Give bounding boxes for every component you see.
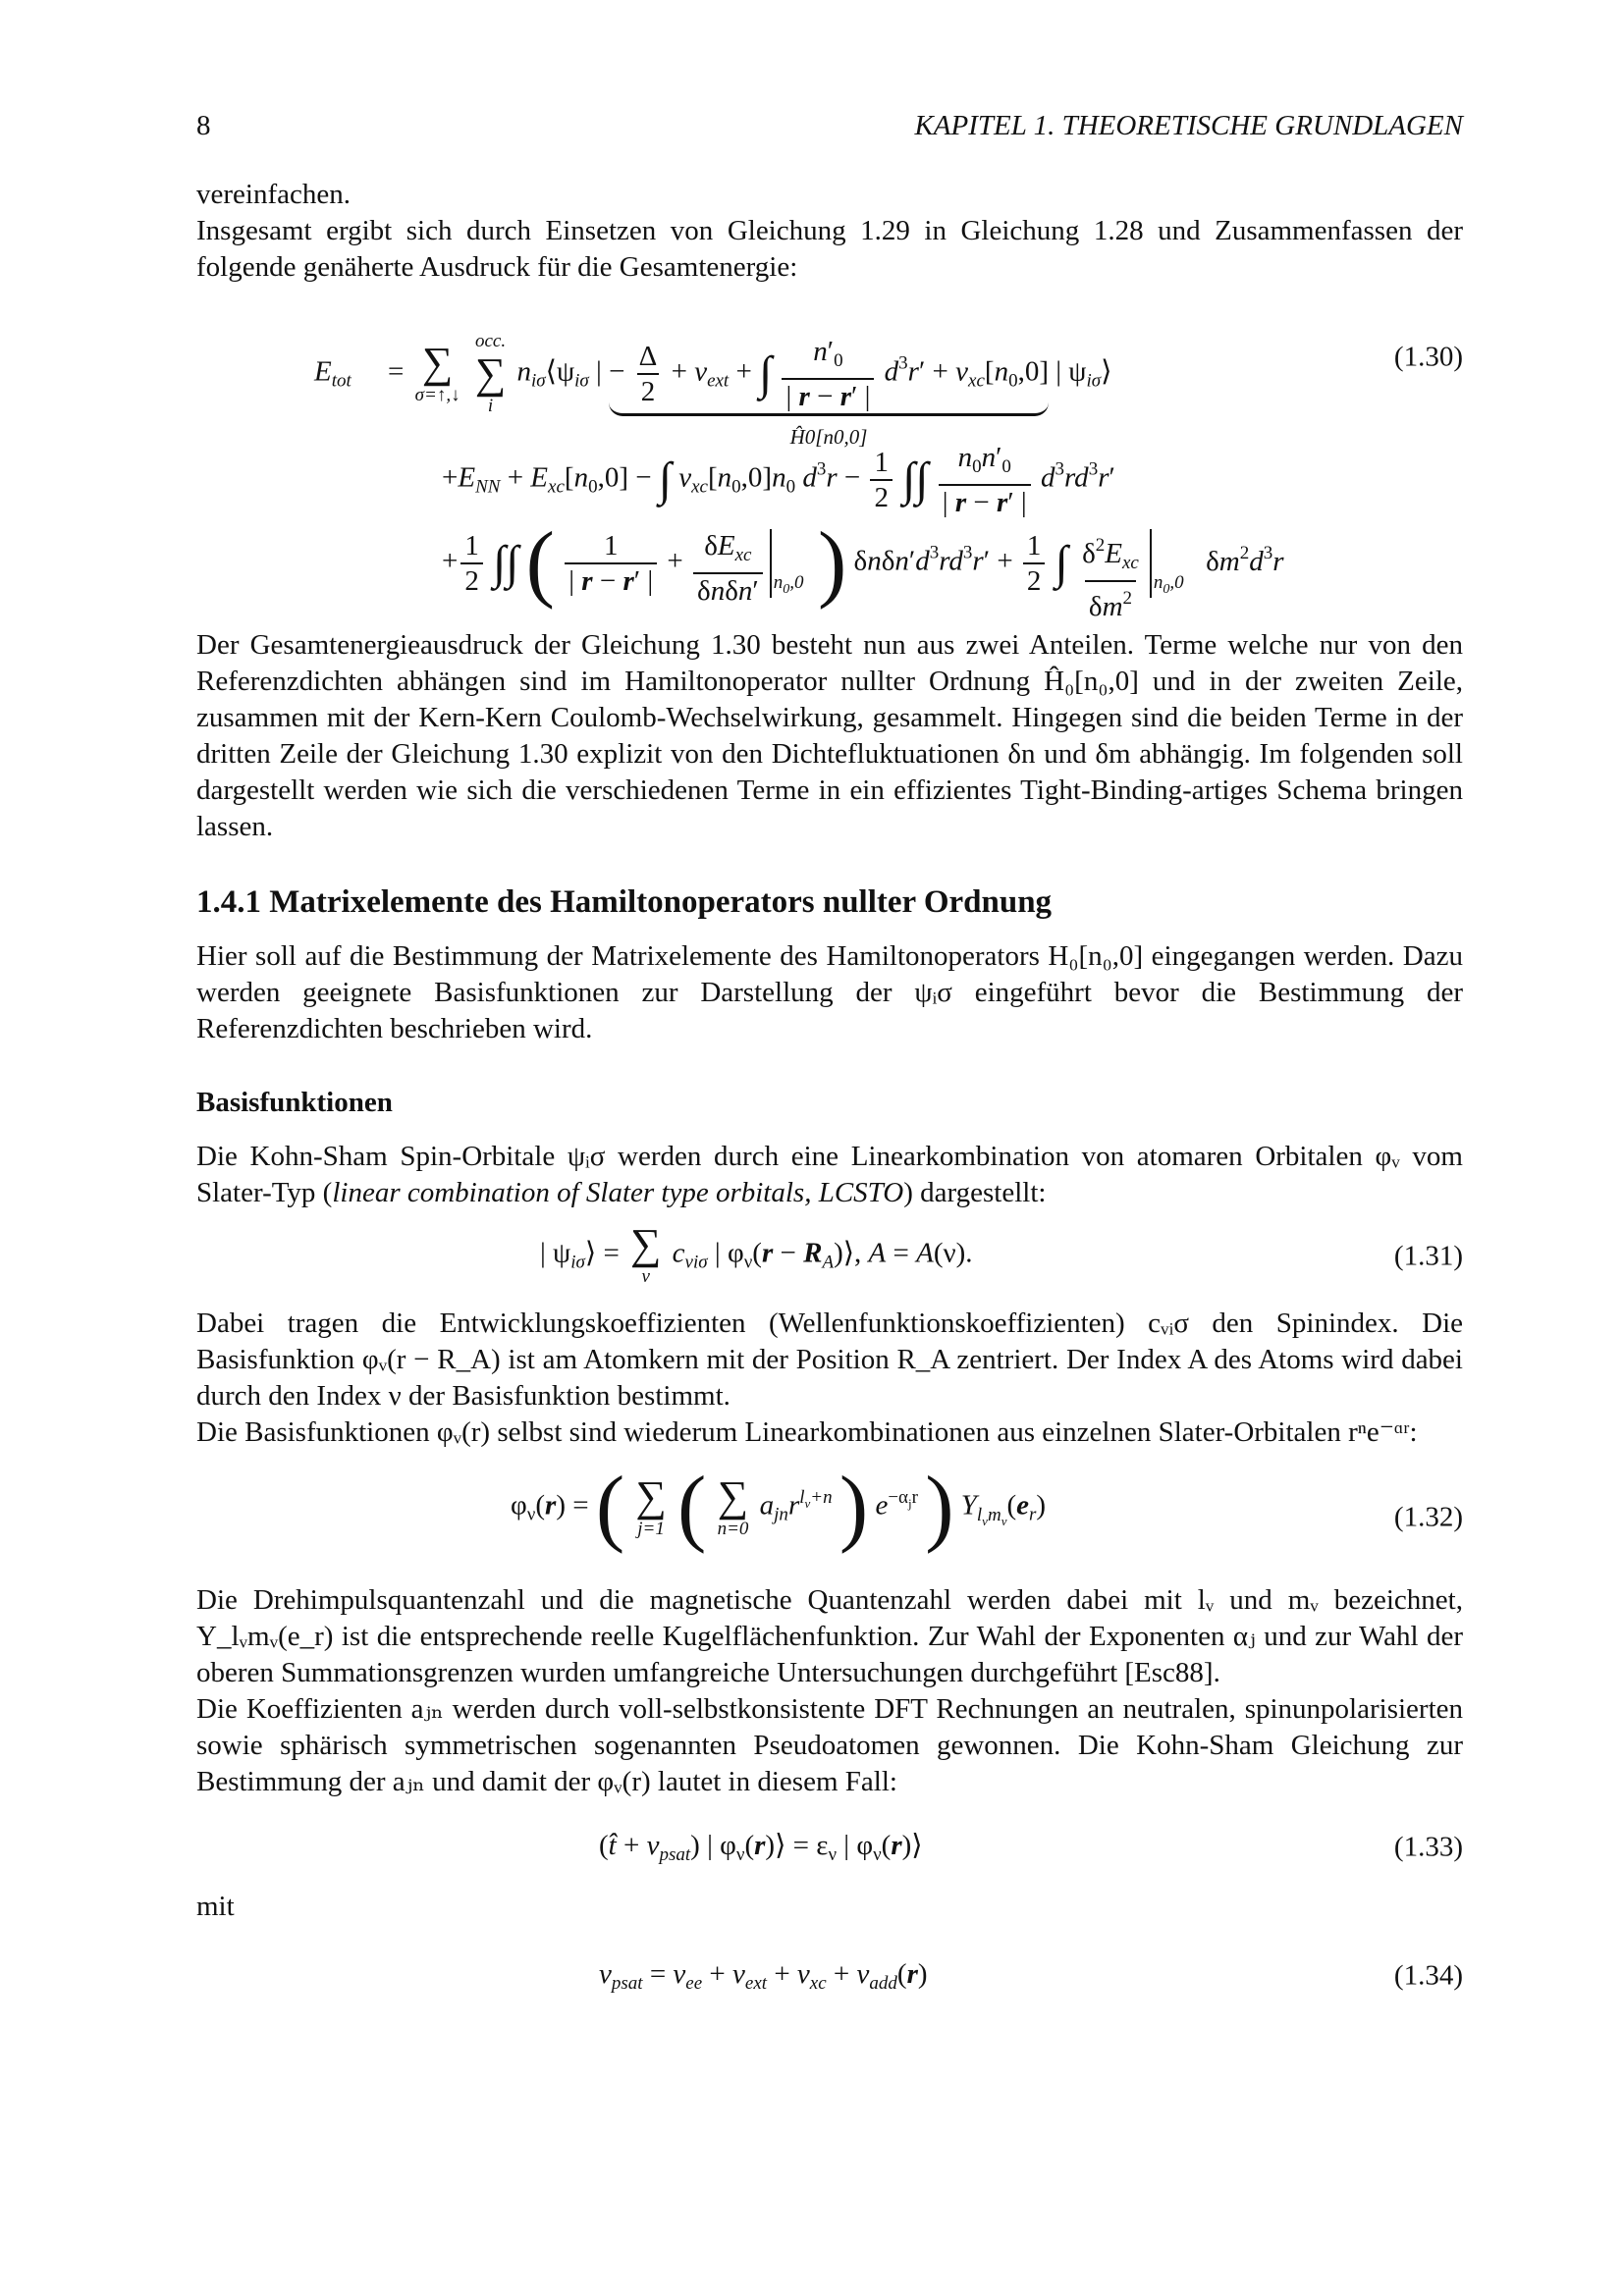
page bbox=[196, 108, 1463, 2013]
equation-number: (1.33) bbox=[1393, 1831, 1463, 1863]
page-number: 8 bbox=[196, 110, 211, 141]
chapter-title: KAPITEL 1. THEORETISCHE GRUNDLAGEN bbox=[914, 110, 1463, 141]
paragraph: Der Gesamtenergieausdruck der Gleichung 1.30 besteht nun aus zwei Anteilen. Terme welche nur von den Referenzdichten abhängen sind im Hamiltonoperator nullter Ordnung Ĥ₀[n₀,0] und in der zweiten Zeile, zusammen mit der Kern-Kern Coulomb-Wechselwirkung, gesammelt. Hingegen sind die beiden Terme in der dritten Zeile der Gleichung 1.30 explizit von den Dichtefluktuationen δn und δm abhängig. Im folgenden soll dargestellt werden wie sich die verschiedenen Terme in ein effizientes Tight-Binding-artiges Schema bringen lassen. bbox=[196, 629, 1463, 842]
paragraph: Dabei tragen die Entwicklungskoeffizienten (Wellenfunktionskoeffizienten) cᵥᵢσ den Spinindex. Die Basisfunktion φᵥ(r − R_A) ist am Atomkern mit der Position R_A zentriert. Der Index A des Atoms wird dabei durch den Index ν der Basisfunktion bestimmt. bbox=[196, 1308, 1463, 1412]
paragraph: Insgesamt ergibt sich durch Einsetzen von Gleichung 1.29 in Gleichung 1.28 und Zusammenfassen der folgende genäherte Ausdruck für die Gesamtenergie: bbox=[196, 215, 1463, 283]
paragraph: Die Koeffizienten aⱼₙ werden durch voll-selbstkonsistente DFT Rechnungen an neutralen, spinunpolarisierten sowie sphärisch symmetrischen sogenannten Pseudoatomen gewonnen. Die Kohn-Sham Gleichung zur Bestimmung der aⱼₙ und damit der φᵥ(r) lautet in diesem Fall: bbox=[196, 1693, 1463, 1797]
equation-1-32: $\varphi_\nu(r)$ = ( ∑ j=1 ( ∑ n=0 $a_{jn}r^{l_\nu+n}$ ) $e^{-\alpha_jr}$ ) $Y_{l_\nu m_\nu}(e_r)$ (1.32) bbox=[511, 1460, 1463, 1555]
equation-1-30 bbox=[196, 303, 1463, 627]
paragraph: mit bbox=[196, 1891, 235, 1922]
paragraph: vereinfachen. bbox=[196, 179, 351, 210]
running-header bbox=[196, 108, 1463, 147]
section-heading: 1.4.1 Matrixelemente des Hamiltonoperators nullter Ordnung bbox=[196, 884, 1053, 920]
equation-1-33: (t̂ + $v_{psat}$) | $\varphi_\nu(r)⟩ = \varepsilon_\nu$ | $\varphi_\nu(r)⟩$ (1.33) bbox=[599, 1830, 1463, 1865]
equation-1-31: | $\psi_{i\sigma}⟩$ = ∑ ν $c_{\nu i\sigma}$ | $\varphi_\nu(r$ − $R_A)⟩$, A = A(ν). (1.31) bbox=[540, 1220, 1463, 1287]
equation-number: (1.31) bbox=[1393, 1240, 1463, 1272]
equation-number: (1.32) bbox=[1393, 1501, 1463, 1533]
equation-line-2: $+E_{NN} + E_{xc}[n_0,0]$ − ∫ $v_{xc}[n_0,0]n_0$ $d^3r$ − $\frac{1}{2}$ ∫∫ $\frac{n_0n'_0}{| r - r' |}$ $d^3rd^3r'$ bbox=[442, 442, 1115, 518]
subsection-heading: Basisfunktionen bbox=[196, 1087, 393, 1118]
equation-1-34: $v_{psat} = v_{ee} + v_{ext} + v_{xc} + v_{add}(r)$ (1.34) bbox=[599, 1958, 1463, 1994]
paragraph: Die Kohn-Sham Spin-Orbitale ψᵢσ werden durch eine Linearkombination von atomaren Orbitalen φᵥ vom Slater-Typ (linear combination of Slater type orbitals, LCSTO) dargestellt: bbox=[196, 1141, 1463, 1208]
equation-line-1: $E_{tot}$ = ∑ σ=↑,↓ occ. ∑ i $n_{i\sigma}⟨\psi_{i\sigma}$ | − $\frac{\Delta}{2}$ + $v_{ext}$ + ∫ $\frac{n'_0}{| r - r' |}$ $d^3r' + v_{xc}[n_0,0]$ Ĥ0[n0,0] | $\psi_{i\sigma}⟩$ bbox=[314, 331, 1111, 417]
brace-label: Ĥ0[n0,0] bbox=[789, 425, 868, 449]
paragraph: Die Basisfunktionen φᵥ(r) selbst sind wiederum Linearkombinationen aus einzelnen Slater-Orbitalen rⁿe⁻ᵅʳ: bbox=[196, 1416, 1418, 1448]
equation-line-3: + $\frac{1}{2}$ ∫∫ ( $\frac{1}{| r - r' |}$ + $\frac{\delta E_{xc}}{\text{δnδn′}}$ $n_0,0$ ) $\delta n\delta n'd^3rd^3r'$ + $\frac{1}{2}$ ∫ $\frac{\delta^2E_{xc}}{\delta m^2}$ $n_0,0$ $\delta m^2d^3r$ bbox=[442, 515, 1284, 622]
equation-number: (1.34) bbox=[1393, 1959, 1463, 1992]
paragraph: Hier soll auf die Bestimmung der Matrixelemente des Hamiltonoperators H₀[n₀,0] eingegangen werden. Dazu werden geeignete Basisfunktionen zur Darstellung der ψᵢσ eingeführt bevor die Bestimmung der Referenzdichten beschrieben wird. bbox=[196, 940, 1463, 1044]
paragraph: Die Drehimpulsquantenzahl und die magnetische Quantenzahl werden dabei mit lᵥ und mᵥ bezeichnet, Y_lᵥmᵥ(e_r) ist die entsprechende reelle Kugelflächenfunktion. Zur Wahl der Exponenten αⱼ und zur Wahl der oberen Summationsgrenzen wurden umfangreiche Untersuchungen durchgeführt [Esc88]. bbox=[196, 1584, 1463, 1688]
hamiltonian-brace: − $\frac{\Delta}{2}$ + $v_{ext}$ + ∫ $\frac{n'_0}{| r - r' |}$ $d^3r' + v_{xc}[n_0,0]$ Ĥ0[n0,0] bbox=[609, 335, 1049, 416]
equation-number: (1.30) bbox=[1393, 341, 1463, 373]
